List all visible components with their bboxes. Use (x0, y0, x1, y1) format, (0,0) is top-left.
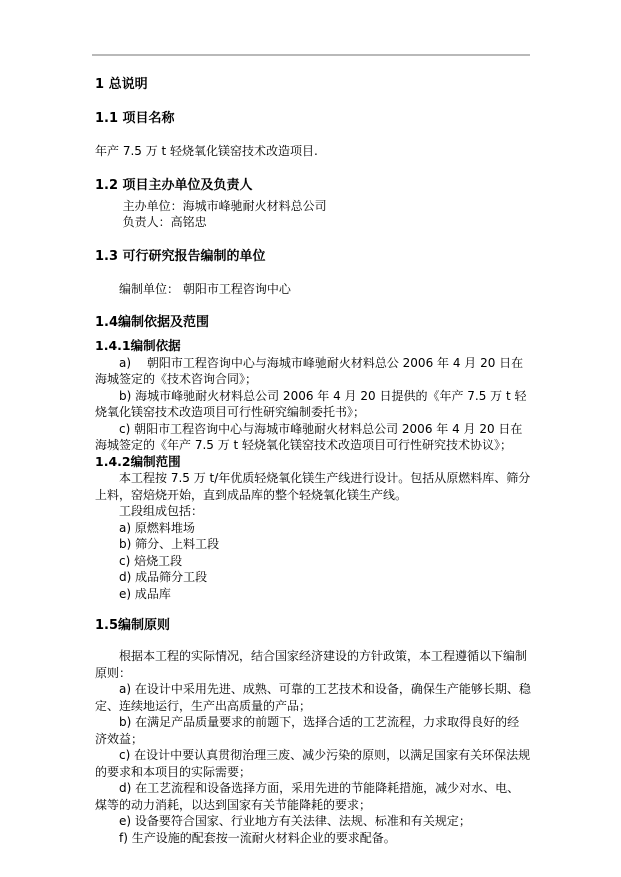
paragraph-basis-b: b) 海城市峰驰耐火材料总公司 2006 年 4 月 20 日提供的《年产 7.5 万 t 轻烧氧化镁窑技术改造项目可行性研究编制委托书》； (95, 388, 527, 419)
paragraph-basis-a: a) 朝阳市工程咨询中心与海城市峰驰耐火材料总公 2006 年 4 月 20 日在海城签定的《技术咨询合同》； (95, 355, 524, 386)
list-item-screening-feeding: b) 筛分、上料工段 (119, 537, 220, 551)
heading-1-overview: 1 总说明 (95, 77, 148, 92)
heading-1-1-project-name: 1.1 项目名称 (95, 111, 175, 126)
heading-1-4-2-scope: 1.4.2编制范围 (95, 453, 181, 469)
list-item-raw-material-yard: a) 原燃料堆场 (119, 520, 195, 535)
paragraph-principle-b: b) 在满足产品质量要求的前题下，选择合适的工艺流程，力求取得良好的经济效益； (95, 715, 520, 746)
paragraph-principle-c: c) 在设计中要认真贯彻治理三废、减少污染的原则，以满足国家有关环保法规的要求和本项目的实际需要； (95, 748, 531, 779)
heading-1-4-1-basis: 1.4.1编制依据 (95, 338, 181, 353)
paragraph-principle-e: e) 设备要符合国家、行业地方有关法律、法规、标准和有关规定； (119, 814, 471, 828)
paragraph-principle-a: a) 在设计中采用先进、成熟、可靠的工艺技术和设备，确保生产能够长期、稳定、连续地运行，生产出高质量的产品； (95, 682, 531, 713)
paragraph-principle-d: d) 在工艺流程和设备选择方面，采用先进的节能降耗措施，减少对水、电、煤等的动力消耗，以达到国家有关节能降耗的要求； (95, 781, 520, 812)
paragraph-project-name: 年产 7.5 万 t 轻烧氧化镁窑技术改造项目. (95, 144, 318, 158)
paragraph-person-in-charge: 负责人：高铭忠 (122, 215, 207, 229)
paragraph-sections-label: 工段组成包括： (119, 504, 204, 518)
list-item-product-warehouse: e) 成品库 (119, 586, 171, 601)
list-item-calcining: c) 焙烧工段 (119, 553, 183, 568)
paragraph-principles-intro: 根据本工程的实际情况，结合国家经济建设的方针政策，本工程遵循以下编制原则： (95, 649, 528, 680)
heading-1-2-sponsor: 1.2 项目主办单位及负责人 (95, 177, 253, 193)
heading-1-5-principles: 1.5编制原则 (95, 618, 171, 633)
paragraph-preparer-unit: 编制单位： 朝阳市工程咨询中心 (119, 281, 291, 296)
document-content (95, 68, 531, 846)
paragraph-principle-f: f) 生产设施的配套按一流耐火材料企业的要求配备。 (119, 830, 396, 845)
paragraph-basis-c: c) 朝阳市工程咨询中心与海城市峰驰耐火材料总公司 2006 年 4 月 20 日在海城签定的《年产 7.5 万 t 轻烧氧化镁窑技术改造项目可行性研究技术协议》； (95, 421, 523, 452)
paragraph-scope-intro: 本工程按 7.5 万 t/年优质轻烧氧化镁生产线进行设计。包括从原燃料库、筛分上料，窑焙烧开始，直到成品库的整个轻烧氧化镁生产线。 (95, 471, 531, 502)
list-item-product-screening: d) 成品筛分工段 (119, 570, 208, 584)
heading-1-4-basis-and-scope: 1.4编制依据及范围 (95, 315, 210, 330)
header-rule-divider (92, 54, 530, 56)
heading-1-3-report-preparer: 1.3 可行研究报告编制的单位 (95, 248, 266, 264)
paragraph-sponsor-unit: 主办单位：海城市峰驰耐火材料总公司 (122, 198, 327, 213)
